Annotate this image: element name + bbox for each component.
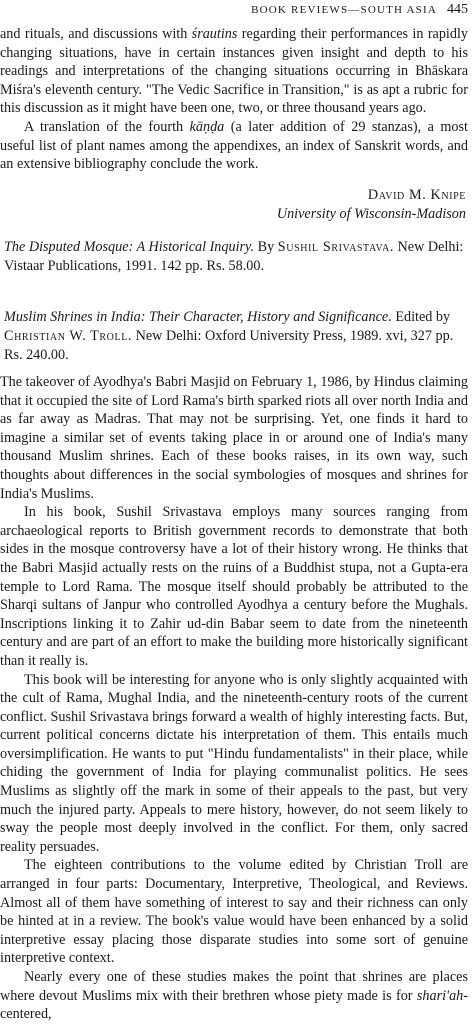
- review-paragraph: The eighteen contributions to the volume edited by Christian Troll are arranged in four parts: Documentary, Interpretive, Theological, and Reviews. Almost all of them have something of interest to say and their richness can only be hinted at in a review. The book's value would have been enhanced by a solid interpretive essay placing those disparate studies into some sort of genuine interpretive context.: [0, 857, 468, 967]
- continuation-paragraph: [0, 25, 468, 118]
- review-paragraph: [0, 968, 468, 1024]
- review-continuation: [0, 25, 468, 174]
- text-run: regarding their performances in rapidly changing situations, have in certain instances given insight and depth to his readings and interpretations of the changing situations occurring in Bhāskara Miśra's eleventh century. "The Vedic Sacrifice in Transition," is as apt a rubric for this discussion as it might have been one, two, or three thousand years ago.: [0, 26, 469, 117]
- text-run: By: [254, 239, 278, 255]
- text-run: (a later addition of 29 stanzas), a most useful list of plant names among the appendixes, an index of Sanskrit words, and an extensive bibliography conclude the work.: [0, 118, 468, 173]
- text-run: and rituals, and discussions with: [0, 26, 192, 42]
- arabic-term: shari'ah: [416, 987, 464, 1004]
- book-citation-muslim-shrines: [4, 308, 468, 365]
- closing-paragraph: [0, 118, 468, 174]
- review-paragraph: The takeover of Ayodhya's Babri Masjid on February 1, 1986, by Hindus claiming that it occupied the site of Lord Rama's birth sparked riots all over north India and as far away as Madras. That may not be surprising. Yet, one finds it hard to imagine a similar set of events taking place in or around one of India's many thousand Muslim shrines. Each of these books raises, in its own way, such thoughts about differences in the social symbologies of mosques and shrines for India's Muslims.: [0, 374, 468, 502]
- book-editor: Christian W. Troll.: [4, 328, 133, 344]
- sanskrit-term: kāṇḍa: [189, 118, 225, 135]
- running-head-title: BOOK REVIEWS—SOUTH ASIA: [251, 4, 437, 16]
- book-author: Sushil Srivastava.: [277, 239, 394, 255]
- page-number: 445: [447, 2, 468, 17]
- book-title: The Disputed Mosque: A Historical Inquiry.: [4, 239, 255, 255]
- reviewer-name: David M. Knipe: [367, 187, 466, 203]
- review-paragraph: In his book, Sushil Srivastava employs many sources ranging from archaeological reports to British government records to demonstrate that both sides in the mosque controversy have a lot of their history wrong. He thinks that the Babri Masjid actually rests on the ruins of a Buddhist stupa, not a Gupta-era temple to Lord Rama. The mosque itself should probably be attributed to the Sharqi sultans of Janpur who controlled Ayodhya a century before the Mughals. Inscriptions linking it to Zahir ud-din Babar seem to date from the nineteenth century and are part of an effort to make the building more historically significant than it really is.: [0, 504, 468, 669]
- book-citation-disputed-mosque: [4, 238, 468, 276]
- text-run: Nearly every one of these studies makes the point that shrines are places where devout Muslims mix with their brethren whose piety made is for: [0, 969, 468, 1004]
- sanskrit-term: śrautins: [191, 26, 238, 42]
- running-head: [251, 2, 468, 18]
- book-publication: New Delhi: Vistaar Publications, 1991. 142 pp. Rs. 58.00.: [4, 239, 464, 274]
- book-publication: New Delhi: Oxford University Press, 1989. xvi, 327 pp. Rs. 240.00.: [4, 328, 454, 363]
- book-title: Muslim Shrines in India: Their Character, History and Significance.: [4, 309, 392, 325]
- reviewer-affiliation: University of Wisconsin-Madison: [276, 206, 466, 222]
- text-run: A translation of the fourth: [24, 118, 190, 135]
- text-run: Edited by: [391, 309, 451, 325]
- review-paragraph: This book will be interesting for anyone who is only slightly acquainted with the cult of Rama, Mughal India, and the nineteenth-century roots of the current conflict. Sushil Srivastava brings forward a wealth of highly interesting facts. But, current political concerns dictate his interpretation of them. This entails much oversimplification. He wants to put "Hindu fundamentalists" in their place, while chiding the government of India for playing communalist politics. He sees Muslims as slightly off the mark in some of their appeals to the past, but very much the injured party. Appeals to mere history, however, do not seem likely to sway the people most deeply involved in the conflict. For them, only sacred reality persuades.: [0, 671, 468, 855]
- text-run: -centered,: [0, 987, 468, 1023]
- review-body: [0, 373, 468, 1024]
- reviewer-signature: [277, 186, 466, 224]
